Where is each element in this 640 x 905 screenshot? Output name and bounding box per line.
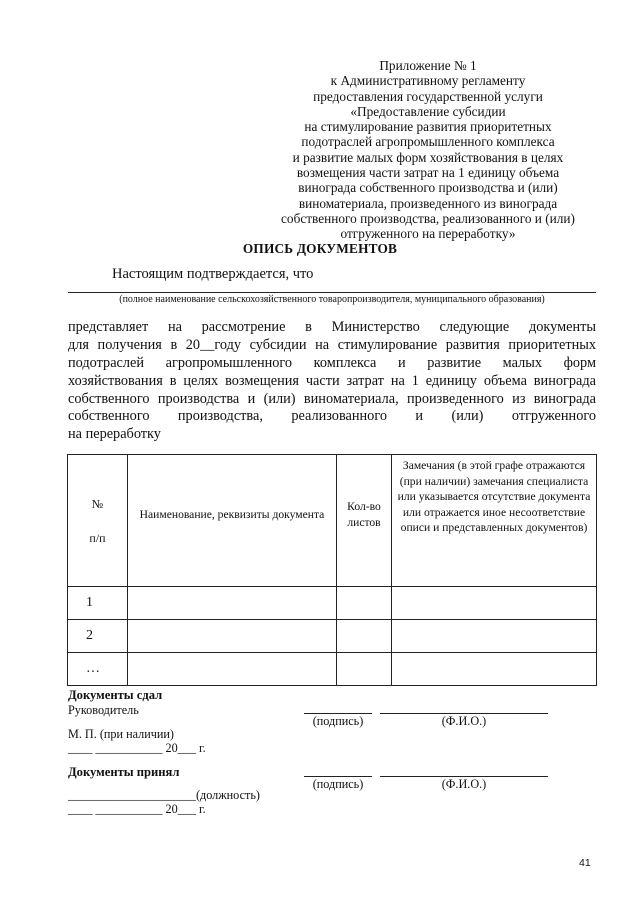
confirm-text: Настоящим подтверждается, что [112, 266, 314, 282]
handed-over-signature-caption: (подпись) [312, 714, 364, 728]
appendix-line: отгруженного на переработку» [340, 226, 516, 242]
row-document-name-cell[interactable] [128, 587, 337, 620]
handed-over-date: ____ ___________ 20___ г. [68, 741, 206, 755]
appendix-line: «Предоставление субсидии [350, 103, 506, 119]
table-row [68, 620, 597, 653]
main-paragraph [68, 319, 596, 444]
page-number: 41 [579, 857, 591, 869]
received-position: _____________________(должность) [68, 788, 260, 802]
header-sheet-count [337, 455, 392, 587]
table-header-row [68, 455, 597, 587]
paragraph-line: собственного производства и (или) виноматериала, произведенного из винограда [68, 390, 596, 407]
row-number: … [68, 653, 128, 686]
fill-in-hint: (полное наименование сельскохозяйственного товаропроизводителя, муниципального образования) [119, 294, 545, 305]
header-document-name [128, 455, 337, 587]
row-number: 2 [68, 620, 128, 653]
document-title: ОПИСЬ ДОКУМЕНТОВ [242, 241, 398, 256]
appendix-line: возмещения части затрат на 1 единицу объема [296, 165, 560, 181]
handed-over-heading: Документы сдал [68, 688, 163, 702]
documents-table [67, 454, 597, 686]
row-sheet-count-cell[interactable] [337, 620, 392, 653]
appendix-line: предоставления государственной услуги [313, 88, 543, 104]
handed-over-role: Руководитель [68, 703, 139, 717]
header-number-pp: п/п [89, 530, 106, 545]
header-number-sign: № [91, 496, 104, 511]
received-heading: Документы принял [68, 765, 180, 779]
row-document-name-cell[interactable] [128, 620, 337, 653]
paragraph-line: хозяйствования в целях возмещения части затрат на 1 единицу объема винограда [68, 372, 596, 389]
paragraph-line: на переработку [68, 426, 161, 443]
appendix-line: виноматериала, произведенного из винограда [298, 195, 558, 211]
header-sheet-count-text: Кол-во листов [347, 500, 381, 529]
row-document-name-cell[interactable] [128, 653, 337, 686]
received-name-caption: (Ф.И.О.) [441, 777, 487, 791]
paragraph-line: для получения в 20__году субсидии на стимулирование развития приоритетных [68, 336, 596, 353]
row-number: 1 [68, 587, 128, 620]
header-document-name-text: Наименование, реквизиты документа [139, 507, 325, 521]
row-sheet-count-cell[interactable] [337, 653, 392, 686]
row-notes-cell[interactable] [392, 653, 597, 686]
appendix-line: Приложение № 1 [379, 58, 477, 73]
paragraph-line: собственного производства, реализованного и (или) отгруженного [68, 408, 596, 425]
appendix-line: винограда собственного производства и (или) [298, 180, 558, 196]
appendix-line: на стимулирование развития приоритетных [304, 119, 552, 135]
appendix-line: собственного производства, реализованного и (или) [281, 210, 575, 226]
stamp-note: М. П. (при наличии) [68, 727, 174, 741]
handed-over-name-caption: (Ф.И.О.) [441, 714, 487, 728]
paragraph-line: подотраслей агропромышленного комплекса и развитие малых форм [68, 354, 596, 371]
received-signature-caption: (подпись) [312, 777, 364, 791]
header-notes: Замечания (в этой графе отражаются (при наличии) замечания специалиста или указывается отсутствие документа или отражается иное несоответствие описи и представленных документов) [392, 455, 597, 587]
row-notes-cell[interactable] [392, 620, 597, 653]
appendix-line: к Административному регламенту [330, 73, 526, 89]
header-number [68, 455, 128, 587]
appendix-line: подотраслей агропромышленного комплекса [301, 134, 555, 150]
table-row [68, 653, 597, 686]
appendix-line: и развитие малых форм хозяйствования в целях [292, 149, 564, 165]
row-sheet-count-cell[interactable] [337, 587, 392, 620]
paragraph-line: представляет на рассмотрение в Министерство следующие документы [68, 319, 596, 335]
row-notes-cell[interactable] [392, 587, 597, 620]
received-date: ____ ___________ 20___ г. [68, 802, 206, 816]
appendix-header [250, 58, 606, 242]
table-row [68, 587, 597, 620]
fill-in-line[interactable] [68, 292, 596, 293]
